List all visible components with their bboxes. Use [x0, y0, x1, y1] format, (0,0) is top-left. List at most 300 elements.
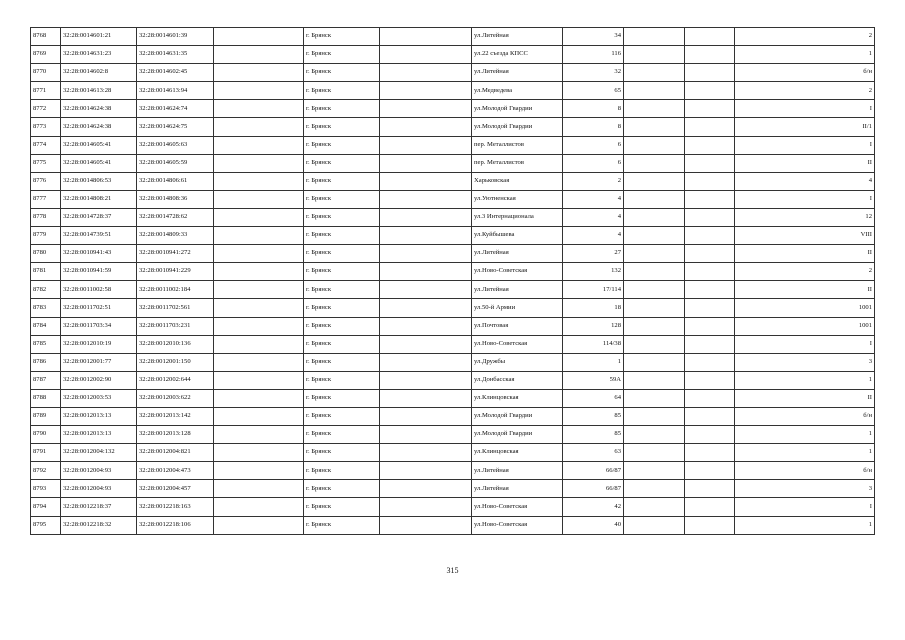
cell-city: г. Брянск: [304, 227, 380, 245]
table-row: [31, 299, 875, 317]
table-row: [31, 480, 875, 498]
cell-city: г. Брянск: [304, 154, 380, 172]
cell-land-cadastral-number: 32:28:0012001:77: [61, 353, 137, 371]
cell-premises-number: I: [735, 100, 875, 118]
cell-empty: [624, 299, 685, 317]
cell-empty: [214, 480, 304, 498]
cell-premises-number: I: [735, 498, 875, 516]
cell-empty: [214, 154, 304, 172]
table-row: [31, 516, 875, 534]
cell-empty: [624, 245, 685, 263]
cell-house-number: 34: [563, 28, 624, 46]
cell-city: г. Брянск: [304, 462, 380, 480]
cell-city: г. Брянск: [304, 28, 380, 46]
table-row: [31, 353, 875, 371]
cell-empty: [624, 516, 685, 534]
cell-street: ул.Уютненская: [472, 190, 563, 208]
cell-empty: [214, 172, 304, 190]
cell-street: ул.Медведева: [472, 82, 563, 100]
cell-street: Харьковская: [472, 172, 563, 190]
table-body: [31, 28, 875, 535]
cell-object-cadastral-number: 32:28:0010941:272: [137, 245, 214, 263]
cell-object-cadastral-number: 32:28:0014624:74: [137, 100, 214, 118]
cell-object-cadastral-number: 32:28:0014806:61: [137, 172, 214, 190]
cell-empty: [214, 516, 304, 534]
table-row: [31, 444, 875, 462]
cell-empty: [685, 516, 735, 534]
cell-empty: [624, 46, 685, 64]
cell-empty: [214, 245, 304, 263]
cell-house-number: 65: [563, 82, 624, 100]
cell-premises-number: I: [735, 136, 875, 154]
cell-record-number: 8775: [31, 154, 61, 172]
cell-empty: [214, 426, 304, 444]
cell-empty: [624, 353, 685, 371]
cell-empty: [380, 516, 472, 534]
cell-empty: [380, 154, 472, 172]
cell-empty: [624, 263, 685, 281]
cell-empty: [685, 353, 735, 371]
cell-object-cadastral-number: 32:28:0011703:231: [137, 317, 214, 335]
cell-house-number: 64: [563, 389, 624, 407]
cell-empty: [685, 317, 735, 335]
cell-empty: [685, 444, 735, 462]
cell-city: г. Брянск: [304, 516, 380, 534]
cell-object-cadastral-number: 32:28:0011702:561: [137, 299, 214, 317]
cell-street: ул.Литейная: [472, 64, 563, 82]
cell-city: г. Брянск: [304, 46, 380, 64]
cell-city: г. Брянск: [304, 407, 380, 425]
cell-object-cadastral-number: 32:28:0012001:150: [137, 353, 214, 371]
cell-city: г. Брянск: [304, 498, 380, 516]
cell-empty: [214, 353, 304, 371]
cell-house-number: 66/87: [563, 480, 624, 498]
cell-land-cadastral-number: 32:28:0014728:37: [61, 208, 137, 226]
cell-house-number: 32: [563, 64, 624, 82]
table-row: [31, 371, 875, 389]
table-row: [31, 407, 875, 425]
cell-empty: [685, 82, 735, 100]
cell-house-number: 42: [563, 498, 624, 516]
cell-empty: [380, 444, 472, 462]
cell-land-cadastral-number: 32:28:0011703:34: [61, 317, 137, 335]
cell-empty: [380, 426, 472, 444]
cell-empty: [214, 263, 304, 281]
cell-premises-number: 2: [735, 82, 875, 100]
cell-empty: [685, 389, 735, 407]
cell-empty: [685, 190, 735, 208]
cell-empty: [624, 498, 685, 516]
cell-house-number: 17/114: [563, 281, 624, 299]
cell-empty: [380, 317, 472, 335]
cell-record-number: 8780: [31, 245, 61, 263]
cell-land-cadastral-number: 32:28:0012004:93: [61, 480, 137, 498]
cell-land-cadastral-number: 32:28:0014808:21: [61, 190, 137, 208]
cell-record-number: 8794: [31, 498, 61, 516]
cell-house-number: 6: [563, 154, 624, 172]
cell-land-cadastral-number: 32:28:0012218:37: [61, 498, 137, 516]
cell-empty: [685, 462, 735, 480]
cell-land-cadastral-number: 32:28:0012218:32: [61, 516, 137, 534]
cell-object-cadastral-number: 32:28:0014613:94: [137, 82, 214, 100]
cell-city: г. Брянск: [304, 82, 380, 100]
cell-object-cadastral-number: 32:28:0012004:821: [137, 444, 214, 462]
cell-premises-number: II: [735, 389, 875, 407]
cell-object-cadastral-number: 32:28:0011002:184: [137, 281, 214, 299]
cell-street: ул.Литейная: [472, 28, 563, 46]
cell-empty: [214, 28, 304, 46]
cell-street: ул.Ново-Советская: [472, 498, 563, 516]
cell-empty: [624, 480, 685, 498]
cell-empty: [624, 136, 685, 154]
cell-city: г. Брянск: [304, 371, 380, 389]
cell-land-cadastral-number: 32:28:0010941:43: [61, 245, 137, 263]
cell-land-cadastral-number: 32:28:0014602:8: [61, 64, 137, 82]
cell-street: ул.Ново-Советская: [472, 516, 563, 534]
cell-object-cadastral-number: 32:28:0014631:35: [137, 46, 214, 64]
cell-empty: [624, 154, 685, 172]
table-row: [31, 136, 875, 154]
cell-premises-number: 1: [735, 444, 875, 462]
cell-street: ул.Клинцовская: [472, 389, 563, 407]
cell-house-number: 4: [563, 190, 624, 208]
cell-record-number: 8788: [31, 389, 61, 407]
cell-empty: [380, 371, 472, 389]
cell-land-cadastral-number: 32:28:0011002:58: [61, 281, 137, 299]
cell-city: г. Брянск: [304, 353, 380, 371]
cell-object-cadastral-number: 32:28:0014605:63: [137, 136, 214, 154]
cell-house-number: 132: [563, 263, 624, 281]
cell-empty: [214, 281, 304, 299]
cell-land-cadastral-number: 32:28:0012003:53: [61, 389, 137, 407]
cell-empty: [685, 100, 735, 118]
cell-object-cadastral-number: 32:28:0010941:229: [137, 263, 214, 281]
register-table-container: [30, 27, 874, 535]
cell-city: г. Брянск: [304, 317, 380, 335]
cell-premises-number: б/н: [735, 64, 875, 82]
cell-premises-number: 3: [735, 480, 875, 498]
cell-empty: [624, 462, 685, 480]
table-row: [31, 64, 875, 82]
cell-empty: [624, 426, 685, 444]
cell-empty: [380, 407, 472, 425]
cell-city: г. Брянск: [304, 100, 380, 118]
cell-record-number: 8786: [31, 353, 61, 371]
cell-empty: [624, 208, 685, 226]
cell-object-cadastral-number: 32:28:0012218:106: [137, 516, 214, 534]
cell-empty: [214, 227, 304, 245]
cell-premises-number: II/1: [735, 118, 875, 136]
table-row: [31, 498, 875, 516]
cell-record-number: 8783: [31, 299, 61, 317]
cell-house-number: 4: [563, 208, 624, 226]
cell-street: ул.3 Интернационала: [472, 208, 563, 226]
cell-empty: [624, 100, 685, 118]
cell-house-number: 66/87: [563, 462, 624, 480]
cell-empty: [214, 389, 304, 407]
cell-object-cadastral-number: 32:28:0014624:75: [137, 118, 214, 136]
cell-record-number: 8768: [31, 28, 61, 46]
cell-object-cadastral-number: 32:28:0014602:45: [137, 64, 214, 82]
cell-empty: [624, 407, 685, 425]
cell-empty: [380, 136, 472, 154]
cell-land-cadastral-number: 32:28:0012002:90: [61, 371, 137, 389]
cell-object-cadastral-number: 32:28:0014808:36: [137, 190, 214, 208]
cell-premises-number: II: [735, 281, 875, 299]
table-row: [31, 28, 875, 46]
cell-empty: [685, 407, 735, 425]
cell-empty: [380, 46, 472, 64]
cell-street: ул.Молодой Гвардии: [472, 407, 563, 425]
cell-object-cadastral-number: 32:28:0012002:644: [137, 371, 214, 389]
cell-city: г. Брянск: [304, 335, 380, 353]
cell-record-number: 8789: [31, 407, 61, 425]
cell-empty: [214, 299, 304, 317]
cell-empty: [685, 28, 735, 46]
cell-empty: [624, 28, 685, 46]
cell-city: г. Брянск: [304, 208, 380, 226]
table-row: [31, 317, 875, 335]
cell-house-number: 85: [563, 407, 624, 425]
cell-empty: [685, 64, 735, 82]
cell-city: г. Брянск: [304, 444, 380, 462]
page-number: 315: [446, 566, 459, 575]
cell-object-cadastral-number: 32:28:0014605:59: [137, 154, 214, 172]
cell-object-cadastral-number: 32:28:0012003:622: [137, 389, 214, 407]
cell-premises-number: 12: [735, 208, 875, 226]
cell-land-cadastral-number: 32:28:0014601:21: [61, 28, 137, 46]
cell-empty: [624, 335, 685, 353]
cell-record-number: 8771: [31, 82, 61, 100]
cell-empty: [685, 172, 735, 190]
cell-empty: [624, 389, 685, 407]
cell-land-cadastral-number: 32:28:0012004:93: [61, 462, 137, 480]
cell-record-number: 8772: [31, 100, 61, 118]
cell-street: ул.Литейная: [472, 281, 563, 299]
cell-record-number: 8795: [31, 516, 61, 534]
cell-empty: [214, 498, 304, 516]
cell-land-cadastral-number: 32:28:0014605:41: [61, 136, 137, 154]
cell-empty: [685, 136, 735, 154]
cell-street: ул.Литейная: [472, 245, 563, 263]
cell-land-cadastral-number: 32:28:0014631:23: [61, 46, 137, 64]
cell-empty: [380, 118, 472, 136]
cell-empty: [380, 227, 472, 245]
cell-city: г. Брянск: [304, 172, 380, 190]
cell-object-cadastral-number: 32:28:0014601:39: [137, 28, 214, 46]
cell-premises-number: б/н: [735, 462, 875, 480]
cell-land-cadastral-number: 32:28:0012013:13: [61, 407, 137, 425]
cell-empty: [214, 190, 304, 208]
cell-land-cadastral-number: 32:28:0014605:41: [61, 154, 137, 172]
cell-empty: [624, 371, 685, 389]
cell-empty: [214, 46, 304, 64]
table-row: [31, 154, 875, 172]
cell-land-cadastral-number: 32:28:0014624:38: [61, 100, 137, 118]
cell-empty: [380, 100, 472, 118]
cell-empty: [685, 371, 735, 389]
cell-empty: [214, 462, 304, 480]
cell-city: г. Брянск: [304, 64, 380, 82]
cell-empty: [380, 498, 472, 516]
table-row: [31, 46, 875, 64]
cell-premises-number: I: [735, 190, 875, 208]
table-row: [31, 281, 875, 299]
cell-house-number: 6: [563, 136, 624, 154]
cell-premises-number: 4: [735, 172, 875, 190]
cell-premises-number: б/н: [735, 407, 875, 425]
cell-premises-number: I: [735, 335, 875, 353]
cell-city: г. Брянск: [304, 190, 380, 208]
cell-house-number: 40: [563, 516, 624, 534]
table-row: [31, 172, 875, 190]
cell-empty: [380, 245, 472, 263]
cell-street: ул.Куйбышева: [472, 227, 563, 245]
cell-house-number: 2: [563, 172, 624, 190]
cell-empty: [214, 371, 304, 389]
cell-empty: [214, 118, 304, 136]
cell-premises-number: 1: [735, 46, 875, 64]
cell-premises-number: 1001: [735, 317, 875, 335]
cell-street: ул.Литейная: [472, 480, 563, 498]
cell-record-number: 8784: [31, 317, 61, 335]
cell-street: ул.Клинцовская: [472, 444, 563, 462]
cell-empty: [214, 82, 304, 100]
cell-city: г. Брянск: [304, 426, 380, 444]
cell-record-number: 8777: [31, 190, 61, 208]
table-row: [31, 462, 875, 480]
cell-empty: [380, 190, 472, 208]
cell-house-number: 59А: [563, 371, 624, 389]
cell-record-number: 8790: [31, 426, 61, 444]
cell-empty: [624, 64, 685, 82]
cell-empty: [380, 208, 472, 226]
cell-premises-number: 3: [735, 353, 875, 371]
cell-premises-number: 1001: [735, 299, 875, 317]
cell-street: пер. Металлистов: [472, 136, 563, 154]
cell-city: г. Брянск: [304, 281, 380, 299]
cell-object-cadastral-number: 32:28:0012004:457: [137, 480, 214, 498]
cell-street: ул.Литейная: [472, 462, 563, 480]
cell-house-number: 85: [563, 426, 624, 444]
cell-house-number: 1: [563, 353, 624, 371]
cell-house-number: 27: [563, 245, 624, 263]
cell-empty: [214, 407, 304, 425]
cell-object-cadastral-number: 32:28:0012004:473: [137, 462, 214, 480]
cell-empty: [214, 136, 304, 154]
table-row: [31, 118, 875, 136]
cell-empty: [685, 263, 735, 281]
cell-land-cadastral-number: 32:28:0011702:51: [61, 299, 137, 317]
cell-record-number: 8770: [31, 64, 61, 82]
cell-city: г. Брянск: [304, 480, 380, 498]
cell-empty: [685, 335, 735, 353]
cell-empty: [624, 172, 685, 190]
cell-land-cadastral-number: 32:28:0014624:38: [61, 118, 137, 136]
cell-empty: [685, 498, 735, 516]
cell-empty: [214, 208, 304, 226]
cell-record-number: 8773: [31, 118, 61, 136]
cell-record-number: 8781: [31, 263, 61, 281]
cell-empty: [685, 245, 735, 263]
cell-empty: [380, 172, 472, 190]
cell-record-number: 8779: [31, 227, 61, 245]
cell-object-cadastral-number: 32:28:0012218:163: [137, 498, 214, 516]
cell-house-number: 8: [563, 100, 624, 118]
cell-street: ул.Дружбы: [472, 353, 563, 371]
cell-empty: [380, 480, 472, 498]
cell-city: г. Брянск: [304, 263, 380, 281]
cell-object-cadastral-number: 32:28:0012010:136: [137, 335, 214, 353]
table-row: [31, 245, 875, 263]
table-row: [31, 190, 875, 208]
cell-empty: [380, 299, 472, 317]
cell-empty: [624, 317, 685, 335]
cell-object-cadastral-number: 32:28:0012013:142: [137, 407, 214, 425]
cell-premises-number: 1: [735, 516, 875, 534]
cell-house-number: 114/38: [563, 335, 624, 353]
cell-record-number: 8791: [31, 444, 61, 462]
cell-empty: [685, 208, 735, 226]
cell-object-cadastral-number: 32:28:0012013:128: [137, 426, 214, 444]
cell-house-number: 128: [563, 317, 624, 335]
cell-record-number: 8778: [31, 208, 61, 226]
cell-object-cadastral-number: 32:28:0014728:62: [137, 208, 214, 226]
cell-empty: [685, 480, 735, 498]
table-row: [31, 263, 875, 281]
cell-empty: [380, 335, 472, 353]
cell-empty: [685, 426, 735, 444]
cell-empty: [685, 281, 735, 299]
cell-record-number: 8787: [31, 371, 61, 389]
cell-empty: [380, 353, 472, 371]
cell-street: ул.Молодой Гвардии: [472, 118, 563, 136]
cell-premises-number: II: [735, 154, 875, 172]
cell-land-cadastral-number: 32:28:0012010:19: [61, 335, 137, 353]
cell-empty: [685, 299, 735, 317]
cell-street: ул.Молодой Гвардии: [472, 100, 563, 118]
cell-empty: [214, 64, 304, 82]
cell-street: ул.22 съезда КПСС: [472, 46, 563, 64]
table-row: [31, 389, 875, 407]
cell-house-number: 63: [563, 444, 624, 462]
cell-empty: [380, 82, 472, 100]
cell-street: ул.50-й Армии: [472, 299, 563, 317]
cell-empty: [380, 389, 472, 407]
cell-premises-number: 2: [735, 263, 875, 281]
cell-empty: [380, 281, 472, 299]
cell-land-cadastral-number: 32:28:0014739:51: [61, 227, 137, 245]
cell-house-number: 4: [563, 227, 624, 245]
table-row: [31, 335, 875, 353]
table-row: [31, 227, 875, 245]
cell-street: ул.Ново-Советская: [472, 263, 563, 281]
cell-empty: [214, 444, 304, 462]
table-row: [31, 208, 875, 226]
register-table: [30, 27, 875, 535]
cell-land-cadastral-number: 32:28:0014806:53: [61, 172, 137, 190]
cell-house-number: 116: [563, 46, 624, 64]
cell-empty: [624, 227, 685, 245]
cell-record-number: 8793: [31, 480, 61, 498]
cell-premises-number: VIII: [735, 227, 875, 245]
cell-street: ул.Ново-Советская: [472, 335, 563, 353]
cell-empty: [380, 64, 472, 82]
cell-empty: [685, 46, 735, 64]
cell-house-number: 18: [563, 299, 624, 317]
cell-empty: [380, 462, 472, 480]
table-row: [31, 100, 875, 118]
